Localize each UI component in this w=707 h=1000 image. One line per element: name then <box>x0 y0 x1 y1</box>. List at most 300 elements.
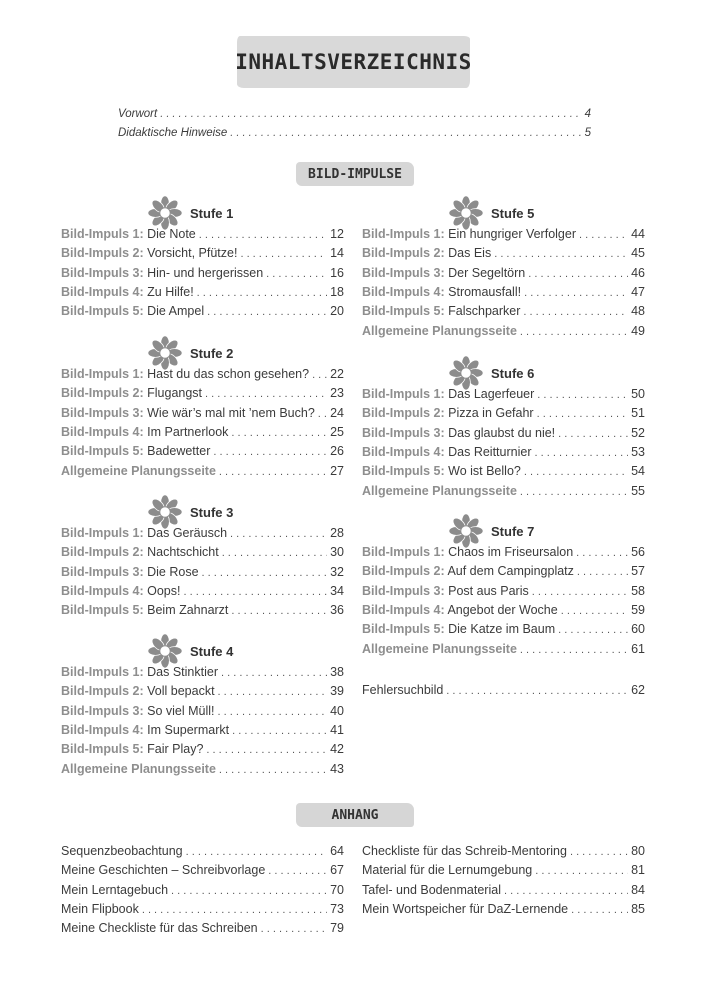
toc-entry-page: 57 <box>631 564 645 579</box>
toc-entry <box>362 861 645 879</box>
toc-entry-label <box>61 524 227 542</box>
leader-dots <box>219 463 327 481</box>
leader-dots <box>183 583 327 601</box>
toc-entry-page: 54 <box>631 464 645 479</box>
entry-title: Stromausfall! <box>444 284 522 299</box>
entry-title: Vorsicht, Pfütze! <box>143 246 238 261</box>
toc-entry-label <box>362 482 517 500</box>
leader-dots <box>202 564 328 582</box>
bild-impuls-prefix: Allgemeine Planungsseite <box>362 641 517 656</box>
bild-impuls-prefix: Bild-Impuls 1: <box>362 387 445 401</box>
bild-impuls-prefix: Bild-Impuls 1: <box>61 367 144 381</box>
bild-impuls-prefix: Bild-Impuls 3: <box>61 405 144 420</box>
toc-entry-label <box>362 562 574 580</box>
entry-title: Das Reitturnier <box>444 444 532 459</box>
toc-entry-page: 28 <box>330 526 344 540</box>
leader-dots <box>577 563 628 581</box>
toc-entry-label <box>61 264 263 282</box>
leader-dots <box>213 443 327 461</box>
toc-entry <box>61 740 344 758</box>
bild-impuls-prefix: Bild-Impuls 2: <box>61 684 144 699</box>
toc-entry-page: 44 <box>631 227 645 241</box>
toc-entry-label <box>61 842 183 860</box>
toc-entry <box>362 900 645 918</box>
leader-dots <box>142 901 327 919</box>
toc-entry <box>61 721 344 739</box>
toc-entry-label <box>362 385 534 403</box>
toc-entry-label <box>61 663 218 681</box>
toc-entry-label <box>362 283 521 301</box>
section-bild-impulse-label: BILD-IMPULSE <box>308 166 402 182</box>
toc-entry-label <box>61 423 228 441</box>
leader-dots <box>504 882 628 900</box>
toc-entry-page: 30 <box>330 545 344 560</box>
bild-impuls-prefix: Bild-Impuls 2: <box>61 246 144 261</box>
toc-entry <box>61 900 344 918</box>
leader-dots <box>230 525 327 543</box>
toc-entry-label <box>362 443 532 461</box>
entry-title: Ein hungriger Verfolger <box>444 227 576 241</box>
toc-entry-page: 59 <box>631 602 645 617</box>
leader-dots <box>218 683 328 701</box>
toc-entry-label <box>362 543 573 561</box>
leader-dots <box>205 385 327 403</box>
stufe-label: Stufe 6 <box>491 365 535 381</box>
toc-entry-label <box>362 842 567 860</box>
bild-impuls-prefix: Bild-Impuls 2: <box>61 545 144 560</box>
toc-entry-page: 14 <box>330 246 344 261</box>
leader-dots <box>199 226 327 244</box>
toc-entry-page: 36 <box>330 603 344 618</box>
section-anhang-label: ANHANG <box>331 807 379 823</box>
toc-entry-page: 46 <box>631 265 645 280</box>
entry-title: Der Segeltörn <box>444 265 526 280</box>
entry-title: Wo ist Bello? <box>444 464 521 479</box>
toc-entry-page: 12 <box>330 227 344 241</box>
leader-dots <box>524 284 628 302</box>
toc-entry-label <box>362 322 517 340</box>
entry-title: Beim Zahnarzt <box>143 603 229 618</box>
leader-dots <box>535 862 628 880</box>
bild-impuls-prefix: Allgemeine Planungsseite <box>362 323 517 338</box>
toc-entry-label <box>61 365 309 383</box>
toc-entry-label <box>362 582 529 600</box>
toc-entry-label <box>362 462 521 480</box>
entry-title: Zu Hilfe! <box>143 284 194 299</box>
toc-entry-label <box>61 740 203 758</box>
toc-entry-page: 20 <box>330 304 344 319</box>
toc-entry-page: 50 <box>631 387 645 401</box>
toc-entry-page: 25 <box>330 424 344 439</box>
leader-dots <box>494 245 628 263</box>
toc-entry-label <box>362 424 555 442</box>
toc-entry-label <box>61 861 265 879</box>
toc-entry-page: 45 <box>631 246 645 261</box>
bild-impuls-prefix: Bild-Impuls 3: <box>362 583 445 598</box>
toc-entry-label <box>61 760 216 778</box>
leader-dots <box>524 463 628 481</box>
leader-dots <box>576 544 628 562</box>
page-title: INHALTSVERZEICHNIS <box>235 50 472 74</box>
entry-title: Fehlersuchbild <box>362 683 444 697</box>
leader-dots <box>186 843 327 861</box>
entry-title: Meine Checkliste für das Schreiben <box>61 921 258 936</box>
toc-entry-page: 70 <box>330 882 344 897</box>
toc-entry-page: 52 <box>631 425 645 440</box>
bild-impuls-prefix: Bild-Impuls 1: <box>61 526 144 540</box>
entry-title: Chaos im Friseursalon <box>444 545 574 559</box>
bild-impuls-prefix: Bild-Impuls 4: <box>61 424 144 439</box>
leader-dots <box>218 703 328 721</box>
entry-title: Die Ampel <box>143 304 205 319</box>
toc-entry-label <box>362 601 558 619</box>
toc-entry-label <box>61 582 180 600</box>
toc-entry-label <box>61 900 139 918</box>
bild-impuls-prefix: Bild-Impuls 2: <box>362 246 445 261</box>
toc-entry <box>61 582 344 600</box>
leader-dots <box>206 741 327 759</box>
toc-entry-label <box>61 384 202 402</box>
entry-title: So viel Müll! <box>143 703 215 718</box>
leader-dots <box>160 105 581 123</box>
entry-title: Checkliste für das Schreib-Mentoring <box>362 844 567 858</box>
entry-title: Nachtschicht <box>143 545 219 560</box>
toc-entry-label <box>362 681 443 699</box>
bild-impuls-prefix: Bild-Impuls 3: <box>61 703 144 718</box>
bild-impuls-prefix: Allgemeine Planungsseite <box>61 463 216 478</box>
toc-entry-page: 58 <box>631 583 645 598</box>
entry-title: Wie wär’s mal mit ’nem Buch? <box>143 405 315 420</box>
leader-dots <box>579 226 628 244</box>
toc-entry <box>61 283 344 301</box>
toc-entry <box>61 225 344 243</box>
leader-dots <box>561 602 628 620</box>
toc-entry <box>61 881 344 899</box>
leader-dots <box>231 602 327 620</box>
toc-entry-page: 79 <box>330 921 344 936</box>
toc-entry <box>61 384 344 402</box>
toc-entry-page: 32 <box>330 564 344 579</box>
stufe-label: Stufe 5 <box>491 205 535 221</box>
toc-entry-label <box>61 462 216 480</box>
toc-entry-label <box>61 442 210 460</box>
stufe-label: Stufe 1 <box>190 205 234 221</box>
entry-title: Das Eis <box>444 246 492 261</box>
toc-entry-page: 60 <box>631 622 645 637</box>
leader-dots <box>197 284 327 302</box>
toc-entry <box>61 861 344 879</box>
leader-dots <box>219 761 327 779</box>
toc-entry-page: 16 <box>330 265 344 280</box>
bild-impuls-prefix: Bild-Impuls 3: <box>362 425 445 440</box>
bild-impuls-prefix: Bild-Impuls 2: <box>362 564 445 579</box>
bild-impuls-prefix: Bild-Impuls 3: <box>362 265 445 280</box>
entry-title: Sequenzbeobachtung <box>61 844 183 858</box>
toc-entry-page: 42 <box>330 742 344 757</box>
leader-dots <box>232 722 327 740</box>
bild-impuls-prefix: Bild-Impuls 5: <box>61 304 144 319</box>
leader-dots <box>558 621 628 639</box>
toc-entry-label <box>61 225 196 243</box>
toc-entry-page: 22 <box>330 367 344 381</box>
leader-dots <box>240 245 327 263</box>
toc-entry-label <box>61 881 168 899</box>
toc-entry-label <box>61 543 219 561</box>
toc-entry-label <box>362 640 517 658</box>
toc-entry-page: 67 <box>330 863 344 878</box>
toc-entry-page: 26 <box>330 444 344 459</box>
toc-entry <box>61 462 344 480</box>
entry-title: Voll bepackt <box>143 684 215 699</box>
toc-entry <box>61 842 344 860</box>
toc-entry-page: 85 <box>631 901 645 916</box>
leader-dots <box>570 843 628 861</box>
toc-entry <box>61 423 344 441</box>
toc-entry <box>61 264 344 282</box>
page-title-box <box>237 36 470 88</box>
leader-dots <box>523 303 628 321</box>
entry-title: Material für die Lernumgebung <box>362 863 533 878</box>
entry-title: Das Stinktier <box>143 665 218 679</box>
toc-entry-page: 38 <box>330 665 344 679</box>
leader-dots <box>171 882 327 900</box>
section-anhang <box>296 803 414 827</box>
toc-entry-page: 51 <box>631 406 645 421</box>
toc-entry-label <box>118 105 157 123</box>
toc-entry-label <box>61 244 237 262</box>
toc-entry <box>362 543 645 561</box>
toc-entry-page: 84 <box>631 882 645 897</box>
leader-dots <box>520 483 628 501</box>
bild-impuls-prefix: Bild-Impuls 5: <box>362 622 445 637</box>
leader-dots <box>528 265 628 283</box>
toc-entry-page: 18 <box>330 284 344 299</box>
entry-title: Tafel- und Bodenmaterial <box>362 882 501 897</box>
leader-dots <box>207 303 327 321</box>
bild-impuls-prefix: Bild-Impuls 4: <box>61 722 144 737</box>
leader-dots <box>222 544 327 562</box>
toc-entry <box>362 424 645 442</box>
toc-entry <box>362 244 645 262</box>
entry-title: Oops! <box>143 583 181 598</box>
bild-impuls-prefix: Allgemeine Planungsseite <box>362 483 517 498</box>
leader-dots <box>312 366 327 384</box>
toc-entry <box>362 601 645 619</box>
toc-entry-page: 81 <box>631 863 645 878</box>
toc-entry-page: 61 <box>631 641 645 656</box>
bild-impuls-prefix: Bild-Impuls 5: <box>362 304 445 319</box>
leader-dots <box>537 386 628 404</box>
toc-entry <box>61 563 344 581</box>
toc-entry-label <box>362 900 568 918</box>
toc-entry <box>362 582 645 600</box>
toc-entry <box>362 842 645 860</box>
toc-entry-label <box>61 563 199 581</box>
toc-entry-label <box>362 861 532 879</box>
toc-entry <box>362 283 645 301</box>
entry-title: Die Rose <box>143 564 199 579</box>
toc-entry-page: 34 <box>330 583 344 598</box>
toc-entry-label <box>61 404 315 422</box>
toc-entry-label <box>61 682 215 700</box>
bild-impuls-prefix: Bild-Impuls 4: <box>61 583 144 598</box>
toc-entry <box>61 919 344 937</box>
entry-title: Mein Flipbook <box>61 901 139 916</box>
toc-entry-label <box>362 244 491 262</box>
bild-impuls-prefix: Bild-Impuls 4: <box>362 284 445 299</box>
toc-entry-page: 43 <box>330 761 344 776</box>
toc-entry-page: 39 <box>330 684 344 699</box>
toc-entry <box>61 365 344 383</box>
toc-entry <box>362 443 645 461</box>
bild-impuls-prefix: Bild-Impuls 5: <box>61 444 144 459</box>
entry-title: Hast du das schon gesehen? <box>143 367 310 381</box>
bild-impuls-prefix: Bild-Impuls 2: <box>61 386 144 401</box>
bild-impuls-prefix: Bild-Impuls 4: <box>362 444 445 459</box>
toc-entry <box>362 881 645 899</box>
leader-dots <box>221 664 327 682</box>
entry-title: Das glaubst du nie! <box>444 425 556 440</box>
toc-entry-page: 73 <box>330 901 344 916</box>
bild-impuls-prefix: Bild-Impuls 1: <box>61 227 144 241</box>
toc-entry-label <box>118 124 227 142</box>
bild-impuls-prefix: Bild-Impuls 3: <box>61 265 144 280</box>
toc-entry <box>118 124 591 142</box>
toc-entry <box>61 682 344 700</box>
entry-title: Didaktische Hinweise <box>118 127 228 139</box>
bild-impuls-prefix: Bild-Impuls 1: <box>362 227 445 241</box>
toc-entry-page: 41 <box>330 722 344 737</box>
leader-dots <box>261 920 327 938</box>
bild-impuls-prefix: Bild-Impuls 3: <box>61 564 144 579</box>
toc-entry-page: 56 <box>631 545 645 559</box>
toc-entry-page: 5 <box>584 127 591 139</box>
toc-entry-label <box>61 702 215 720</box>
toc-entry-label <box>362 302 520 320</box>
toc-entry-label <box>362 404 534 422</box>
toc-entry-label <box>362 881 501 899</box>
leader-dots <box>520 323 628 341</box>
entry-title: Auf dem Campingplatz <box>444 564 574 579</box>
bild-impuls-prefix: Allgemeine Planungsseite <box>61 761 216 776</box>
toc-entry <box>61 760 344 778</box>
toc-entry-label <box>362 225 576 243</box>
stufe-label: Stufe 2 <box>190 345 234 361</box>
toc-entry-page: 27 <box>330 463 344 478</box>
toc-entry <box>362 302 645 320</box>
toc-entry-label <box>61 601 228 619</box>
toc-entry <box>61 663 344 681</box>
bild-impuls-prefix: Bild-Impuls 4: <box>362 602 445 617</box>
leader-dots <box>230 124 581 142</box>
toc-entry-page: 80 <box>631 844 645 858</box>
entry-title: Hin- und hergerissen <box>143 265 264 280</box>
toc-entry-label <box>61 283 194 301</box>
toc-entry-page: 64 <box>330 844 344 858</box>
section-bild-impulse <box>296 162 414 186</box>
bild-impuls-prefix: Bild-Impuls 2: <box>362 406 445 421</box>
entry-title: Vorwort <box>118 108 158 120</box>
entry-title: Die Katze im Baum <box>444 622 556 637</box>
entry-title: Mein Wortspeicher für DaZ-Lernende <box>362 901 569 916</box>
toc-entry <box>61 244 344 262</box>
bild-impuls-prefix: Bild-Impuls 4: <box>61 284 144 299</box>
toc-entry-page: 40 <box>330 703 344 718</box>
toc-entry-page: 62 <box>631 683 645 697</box>
toc-entry-label <box>61 302 204 320</box>
toc-entry <box>61 702 344 720</box>
bild-impuls-prefix: Bild-Impuls 5: <box>61 603 144 618</box>
toc-entry <box>362 681 645 699</box>
stufe-label: Stufe 7 <box>491 523 535 539</box>
entry-title: Die Note <box>143 227 196 241</box>
toc-entry-page: 55 <box>631 483 645 498</box>
toc-entry-page: 48 <box>631 304 645 319</box>
toc-entry <box>362 620 645 638</box>
entry-title: Mein Lerntagebuch <box>61 882 169 897</box>
leader-dots <box>446 682 628 700</box>
entry-title: Pizza in Gefahr <box>444 406 534 421</box>
entry-title: Das Lagerfeuer <box>444 387 535 401</box>
toc-entry <box>118 105 591 123</box>
entry-title: Post aus Paris <box>444 583 529 598</box>
toc-entry <box>362 225 645 243</box>
entry-title: Im Supermarkt <box>143 722 230 737</box>
toc-entry-page: 49 <box>631 323 645 338</box>
stufe-label: Stufe 4 <box>190 643 234 659</box>
entry-title: Meine Geschichten – Schreibvorlage <box>61 863 266 878</box>
bild-impuls-prefix: Bild-Impuls 5: <box>61 742 144 757</box>
toc-entry-label <box>362 620 555 638</box>
toc-entry <box>362 385 645 403</box>
entry-title: Fair Play? <box>143 742 204 757</box>
toc-entry <box>362 462 645 480</box>
leader-dots <box>266 265 327 283</box>
leader-dots <box>558 425 628 443</box>
toc-entry-page: 24 <box>330 405 344 420</box>
leader-dots <box>318 405 327 423</box>
entry-title: Im Partnerlook <box>143 424 229 439</box>
bild-impuls-prefix: Bild-Impuls 1: <box>362 545 445 559</box>
toc-entry <box>61 543 344 561</box>
leader-dots <box>537 405 629 423</box>
leader-dots <box>535 444 629 462</box>
toc-entry <box>61 524 344 542</box>
toc-entry <box>362 482 645 500</box>
toc-entry-label <box>61 919 258 937</box>
toc-entry <box>362 562 645 580</box>
toc-entry-page: 47 <box>631 284 645 299</box>
toc-entry-page: 4 <box>584 108 591 120</box>
stufe-label: Stufe 3 <box>190 504 234 520</box>
toc-entry <box>362 264 645 282</box>
toc-entry <box>362 640 645 658</box>
entry-title: Das Geräusch <box>143 526 228 540</box>
leader-dots <box>571 901 628 919</box>
toc-entry-label <box>362 264 525 282</box>
toc-entry <box>362 404 645 422</box>
entry-title: Falschparker <box>444 304 521 319</box>
toc-entry-label <box>61 721 229 739</box>
leader-dots <box>268 862 327 880</box>
toc-entry <box>61 601 344 619</box>
entry-title: Flugangst <box>143 386 203 401</box>
toc-entry <box>61 302 344 320</box>
toc-entry <box>362 322 645 340</box>
entry-title: Badewetter <box>143 444 211 459</box>
toc-entry <box>61 442 344 460</box>
entry-title: Angebot der Woche <box>444 602 558 617</box>
